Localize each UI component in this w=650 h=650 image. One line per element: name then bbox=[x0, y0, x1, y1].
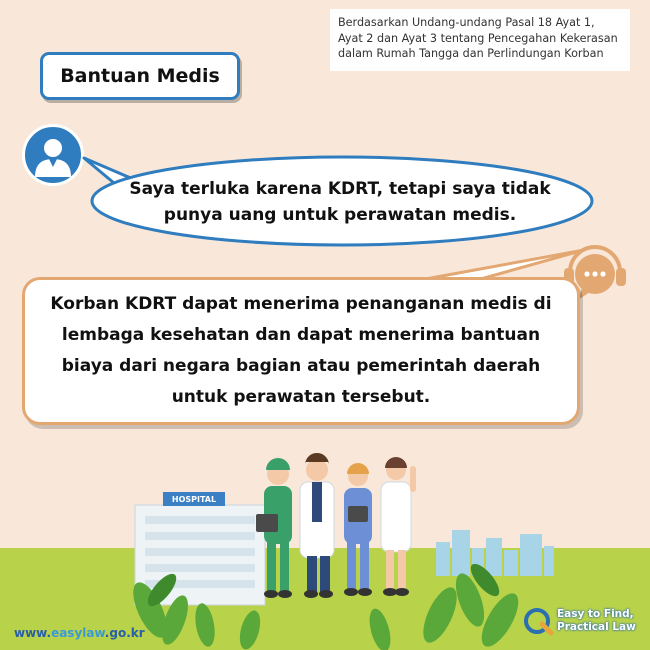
slogan-line: Practical Law bbox=[557, 621, 636, 633]
footer-url-prefix: www. bbox=[14, 626, 52, 640]
footer-url-brand: easylaw bbox=[51, 626, 105, 640]
hospital-sign-text: HOSPITAL bbox=[171, 495, 217, 504]
doctor-figure-male bbox=[300, 453, 334, 598]
question-line: Saya terluka karena KDRT, tetapi saya tidak bbox=[129, 179, 551, 199]
doctor-figure-female bbox=[381, 457, 416, 596]
answer-line: Korban KDRT dapat menerima penanganan medis di bbox=[50, 294, 552, 314]
answer-line: untuk perawatan tersebut. bbox=[171, 387, 431, 407]
question-text bbox=[110, 176, 570, 228]
nurse-figure-blue bbox=[344, 463, 372, 596]
city-skyline bbox=[436, 530, 554, 576]
slogan-line: Easy to Find, bbox=[557, 608, 634, 620]
footer-slogan bbox=[557, 608, 636, 634]
answer-speech-bubble bbox=[22, 277, 580, 425]
answer-line: biaya dari negara bagian atau pemerintah daerah bbox=[61, 356, 541, 376]
question-line: punya uang untuk perawatan medis. bbox=[163, 205, 517, 225]
footer-website-link[interactable] bbox=[14, 626, 145, 640]
footer-url-suffix: .go.kr bbox=[104, 626, 145, 640]
legal-basis-note: Berdasarkan Undang-undang Pasal 18 Ayat 1, Ayat 2 dan Ayat 3 tentang Pencegahan Kekerasan dalam Rumah Tangga dan Perlindungan Korban bbox=[330, 9, 630, 71]
answer-text bbox=[50, 289, 551, 413]
page-title-text: Bantuan Medis bbox=[60, 65, 220, 87]
answer-line: lembaga kesehatan dan dapat menerima bantuan bbox=[61, 325, 541, 345]
easylaw-logo-icon bbox=[524, 606, 554, 636]
